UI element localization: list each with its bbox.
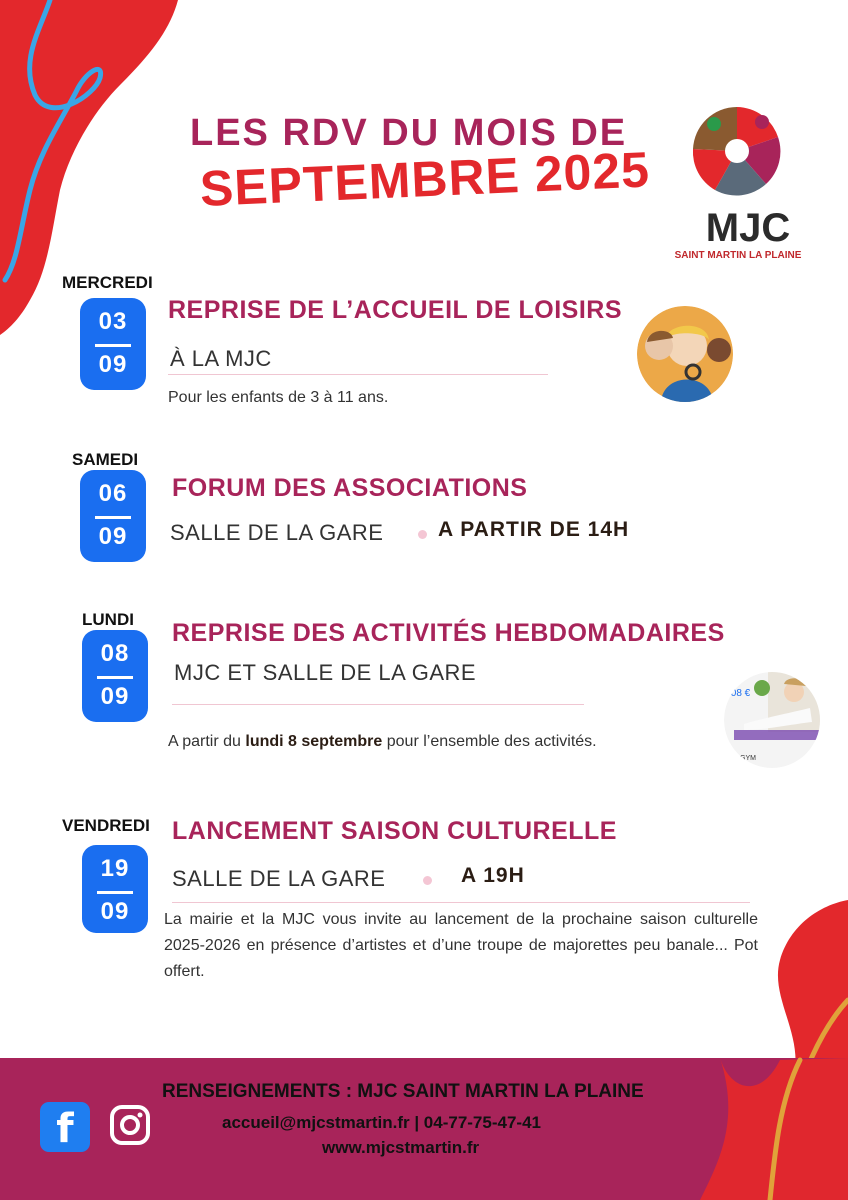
event-day: LUNDI bbox=[82, 610, 134, 629]
event-day: VENDREDI bbox=[62, 816, 150, 835]
mjc-logo-icon bbox=[690, 104, 784, 198]
event-location: SALLE DE LA GARE bbox=[172, 866, 386, 891]
event-title: LANCEMENT SAISON CULTURELLE bbox=[172, 817, 617, 845]
page-title-line2: SEPTEMBRE 2025 bbox=[198, 141, 652, 217]
event-location: SALLE DE LA GARE bbox=[170, 520, 384, 545]
date-month: 09 bbox=[100, 683, 130, 710]
event-location: À LA MJC bbox=[170, 346, 272, 371]
divider-line bbox=[168, 374, 548, 375]
event-day: MERCREDI bbox=[62, 273, 153, 292]
description-text: pour l’ensemble des activités. bbox=[382, 733, 597, 750]
yoga-photo bbox=[724, 672, 820, 768]
event-day: SAMEDI bbox=[72, 450, 139, 469]
event-location: MJC ET SALLE DE LA GARE bbox=[174, 660, 477, 685]
photo-label: GYM bbox=[740, 755, 756, 762]
event-title: REPRISE DE L’ACCUEIL DE LOISIRS bbox=[168, 296, 623, 324]
date-month: 09 bbox=[98, 523, 128, 550]
event-description: Pour les enfants de 3 à 11 ans. bbox=[168, 389, 389, 406]
logo-name: MJC bbox=[705, 206, 791, 250]
logo-subtitle: SAINT MARTIN LA PLAINE bbox=[674, 250, 802, 261]
date-day: 19 bbox=[100, 855, 130, 882]
page-title-line1: LES RDV DU MOIS DE bbox=[190, 112, 628, 154]
separator-dot bbox=[418, 530, 427, 539]
event-description: La mairie et la MJC vous invite au lancement de la prochaine saison culturelle 2025-2026 en présence d’artistes et d’une troupe de majorettes peu banale... Pot offert. bbox=[164, 911, 758, 980]
children-photo bbox=[637, 306, 733, 402]
date-badge bbox=[82, 630, 148, 722]
date-separator bbox=[97, 891, 133, 894]
footer-info: RENSEIGNEMENTS : MJC SAINT MARTIN LA PLAINE bbox=[162, 1081, 644, 1102]
date-month: 09 bbox=[98, 351, 128, 378]
photo-price: ,08 € bbox=[728, 688, 751, 699]
date-day: 06 bbox=[98, 480, 128, 507]
date-day: 08 bbox=[100, 640, 130, 667]
description-bold: lundi 8 septembre bbox=[245, 733, 383, 750]
event-title: FORUM DES ASSOCIATIONS bbox=[172, 474, 528, 502]
facebook-icon[interactable]: f bbox=[40, 1102, 90, 1152]
description-text: A partir du bbox=[168, 733, 246, 750]
instagram-icon[interactable] bbox=[110, 1105, 150, 1145]
date-badge bbox=[82, 845, 148, 933]
event-description bbox=[168, 729, 597, 755]
date-month: 09 bbox=[100, 898, 130, 925]
event-time: A 19H bbox=[461, 864, 525, 887]
date-badge bbox=[80, 298, 146, 390]
divider-line bbox=[172, 902, 750, 903]
date-separator bbox=[97, 676, 133, 679]
footer-website[interactable]: www.mjcstmartin.fr bbox=[322, 1138, 480, 1157]
event-time: A PARTIR DE 14H bbox=[438, 518, 630, 541]
date-badge bbox=[80, 470, 146, 562]
date-separator bbox=[95, 516, 131, 519]
footer-contact: accueil@mjcstmartin.fr | 04-77-75-47-41 bbox=[222, 1113, 541, 1132]
divider-line bbox=[172, 704, 584, 705]
date-separator bbox=[95, 344, 131, 347]
separator-dot bbox=[423, 876, 432, 885]
date-day: 03 bbox=[98, 308, 128, 335]
event-title: REPRISE DES ACTIVITÉS HEBDOMADAIRES bbox=[172, 619, 725, 647]
